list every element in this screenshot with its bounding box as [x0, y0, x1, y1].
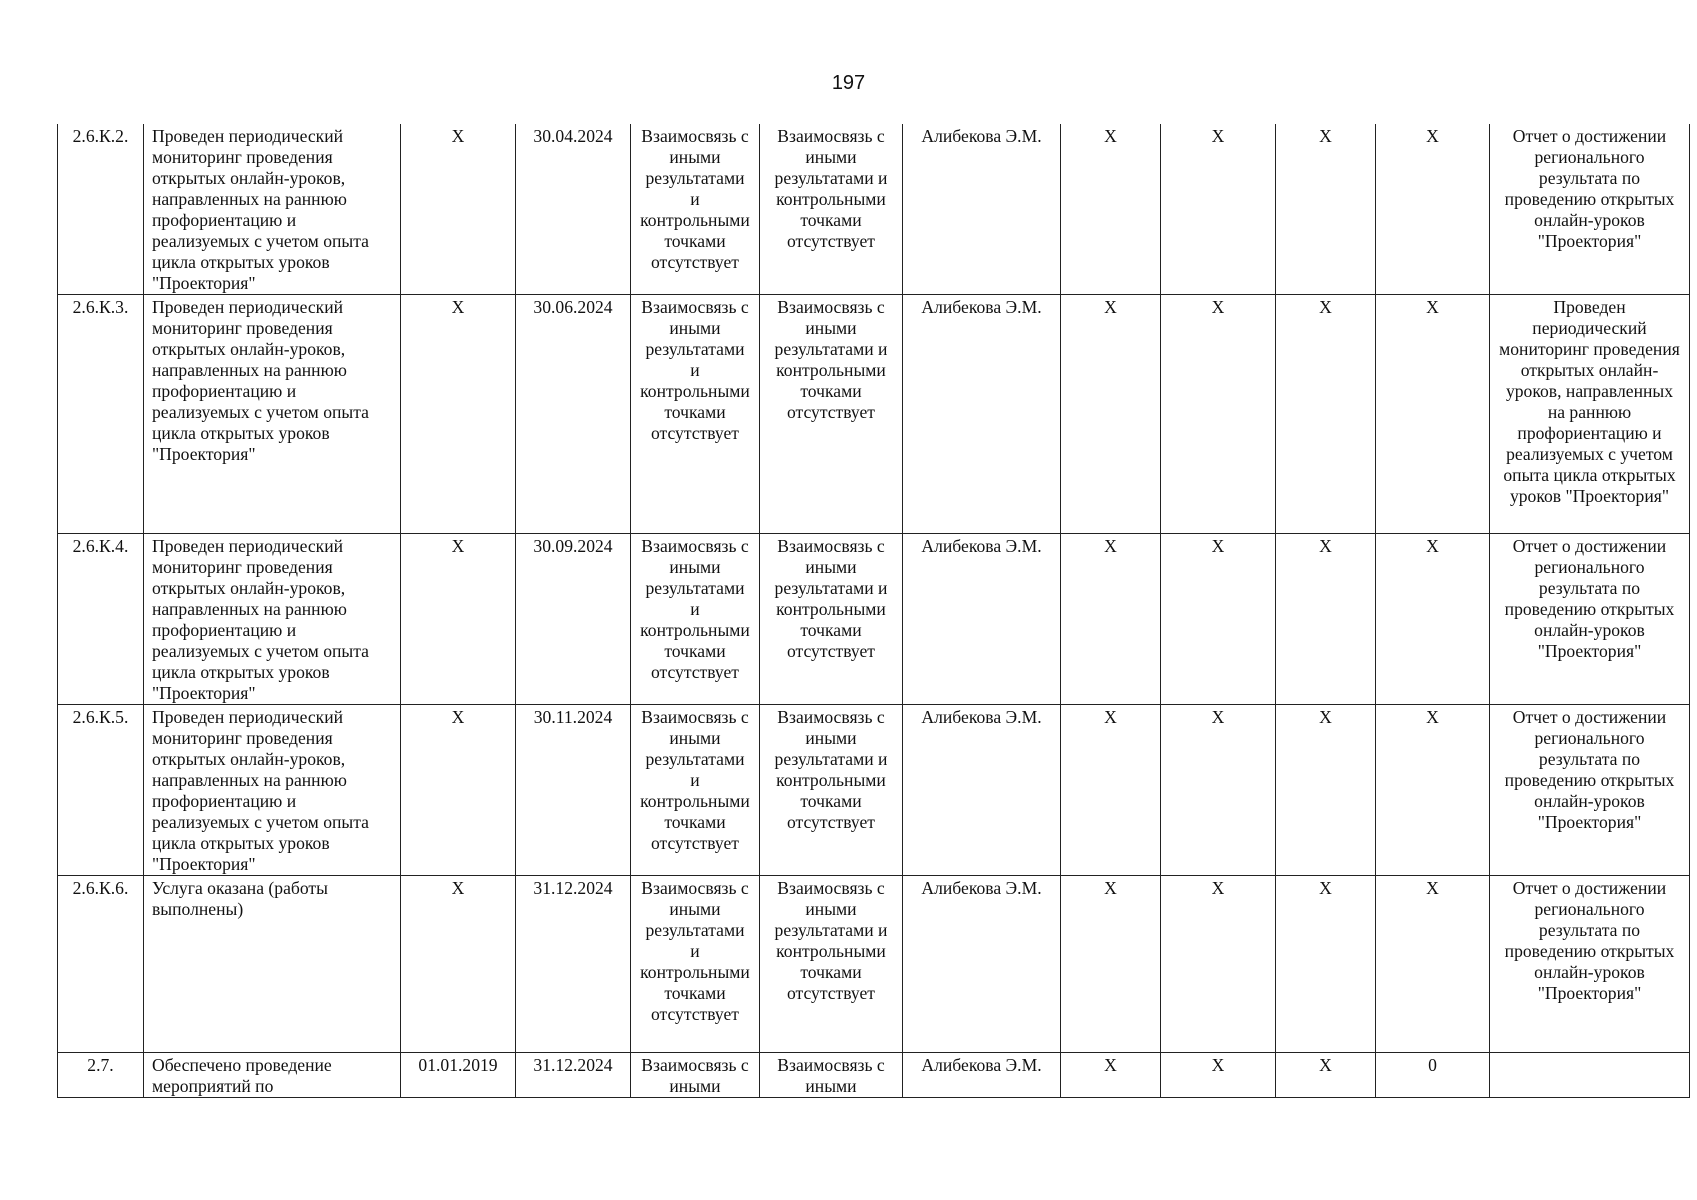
predecessor-link: Взаимосвязь с иными результатами и контрольными точками отсутствует: [631, 876, 760, 1053]
document-type: Отчет о достижении регионального результата по проведению открытых онлайн-уроков "Проектория": [1490, 876, 1690, 1053]
x-mark: Х: [1161, 534, 1276, 705]
row-number: 2.6.К.2.: [58, 124, 144, 295]
table-row: [58, 876, 1690, 1053]
successor-link: Взаимосвязь с иными: [760, 1053, 903, 1098]
row-number: 2.6.К.4.: [58, 534, 144, 705]
successor-link: Взаимосвязь с иными результатами и контрольными точками отсутствует: [760, 876, 903, 1053]
start-date: Х: [401, 705, 516, 876]
x-mark: Х: [1061, 876, 1161, 1053]
row-number: 2.7.: [58, 1053, 144, 1098]
end-date: 30.06.2024: [516, 295, 631, 534]
row-title: Проведен периодический мониторинг проведения открытых онлайн-уроков, направленных на раннюю профориентацию и реализуемых с учетом опыта цикла открытых уроков "Проектория": [144, 534, 401, 705]
end-date: 30.04.2024: [516, 124, 631, 295]
x-mark: Х: [1376, 124, 1490, 295]
x-mark: Х: [1376, 534, 1490, 705]
x-mark: Х: [1061, 534, 1161, 705]
row-number: 2.6.К.6.: [58, 876, 144, 1053]
x-mark: Х: [1061, 124, 1161, 295]
x-mark: Х: [1061, 705, 1161, 876]
x-mark: Х: [1276, 295, 1376, 534]
document-type: Проведен периодический мониторинг проведения открытых онлайн-уроков, направленных на раннюю профориентацию и реализуемых с учетом опыта цикла открытых уроков "Проектория": [1490, 295, 1690, 534]
x-mark: Х: [1276, 1053, 1376, 1098]
responsible-person: Алибекова Э.М.: [903, 295, 1061, 534]
x-mark: Х: [1276, 124, 1376, 295]
predecessor-link: Взаимосвязь с иными результатами и контрольными точками отсутствует: [631, 534, 760, 705]
table-row: [58, 1053, 1690, 1098]
predecessor-link: Взаимосвязь с иными результатами и контрольными точками отсутствует: [631, 124, 760, 295]
table-row: [58, 705, 1690, 876]
document-type: Отчет о достижении регионального результата по проведению открытых онлайн-уроков "Проектория": [1490, 124, 1690, 295]
successor-link: Взаимосвязь с иными результатами и контрольными точками отсутствует: [760, 705, 903, 876]
start-date: 01.01.2019: [401, 1053, 516, 1098]
row-number: 2.6.К.3.: [58, 295, 144, 534]
responsible-person: Алибекова Э.М.: [903, 124, 1061, 295]
row-number: 2.6.К.5.: [58, 705, 144, 876]
predecessor-link: Взаимосвязь с иными результатами и контрольными точками отсутствует: [631, 705, 760, 876]
table-row: [58, 534, 1690, 705]
responsible-person: Алибекова Э.М.: [903, 705, 1061, 876]
x-mark: Х: [1161, 1053, 1276, 1098]
start-date: Х: [401, 295, 516, 534]
start-date: Х: [401, 534, 516, 705]
predecessor-link: Взаимосвязь с иными результатами и контрольными точками отсутствует: [631, 295, 760, 534]
document-type: [1490, 1053, 1690, 1098]
end-date: 30.09.2024: [516, 534, 631, 705]
x-mark: Х: [1061, 1053, 1161, 1098]
x-mark: Х: [1376, 295, 1490, 534]
table-row: [58, 124, 1690, 295]
row-title: Проведен периодический мониторинг проведения открытых онлайн-уроков, направленных на раннюю профориентацию и реализуемых с учетом опыта цикла открытых уроков "Проектория": [144, 295, 401, 534]
end-date: 30.11.2024: [516, 705, 631, 876]
responsible-person: Алибекова Э.М.: [903, 1053, 1061, 1098]
x-mark: Х: [1276, 534, 1376, 705]
successor-link: Взаимосвязь с иными результатами и контрольными точками отсутствует: [760, 124, 903, 295]
row-title: Проведен периодический мониторинг проведения открытых онлайн-уроков, направленных на раннюю профориентацию и реализуемых с учетом опыта цикла открытых уроков "Проектория": [144, 705, 401, 876]
x-mark: Х: [1376, 876, 1490, 1053]
x-mark: Х: [1376, 705, 1490, 876]
x-mark: Х: [1161, 876, 1276, 1053]
predecessor-link: Взаимосвязь с иными: [631, 1053, 760, 1098]
row-title: Обеспечено проведение мероприятий по: [144, 1053, 401, 1098]
responsible-person: Алибекова Э.М.: [903, 876, 1061, 1053]
control-points-table: [57, 124, 1690, 1098]
end-date: 31.12.2024: [516, 876, 631, 1053]
x-mark: Х: [1161, 295, 1276, 534]
document-type: Отчет о достижении регионального результата по проведению открытых онлайн-уроков "Проектория": [1490, 534, 1690, 705]
x-mark: Х: [1161, 124, 1276, 295]
value-zero: 0: [1376, 1053, 1490, 1098]
row-title: Проведен периодический мониторинг проведения открытых онлайн-уроков, направленных на раннюю профориентацию и реализуемых с учетом опыта цикла открытых уроков "Проектория": [144, 124, 401, 295]
x-mark: Х: [1161, 705, 1276, 876]
start-date: Х: [401, 124, 516, 295]
table-row: [58, 295, 1690, 534]
start-date: Х: [401, 876, 516, 1053]
responsible-person: Алибекова Э.М.: [903, 534, 1061, 705]
row-title: Услуга оказана (работы выполнены): [144, 876, 401, 1053]
end-date: 31.12.2024: [516, 1053, 631, 1098]
x-mark: Х: [1276, 705, 1376, 876]
successor-link: Взаимосвязь с иными результатами и контрольными точками отсутствует: [760, 295, 903, 534]
x-mark: Х: [1276, 876, 1376, 1053]
successor-link: Взаимосвязь с иными результатами и контрольными точками отсутствует: [760, 534, 903, 705]
x-mark: Х: [1061, 295, 1161, 534]
page-number: 197: [831, 72, 866, 94]
document-type: Отчет о достижении регионального результата по проведению открытых онлайн-уроков "Проектория": [1490, 705, 1690, 876]
